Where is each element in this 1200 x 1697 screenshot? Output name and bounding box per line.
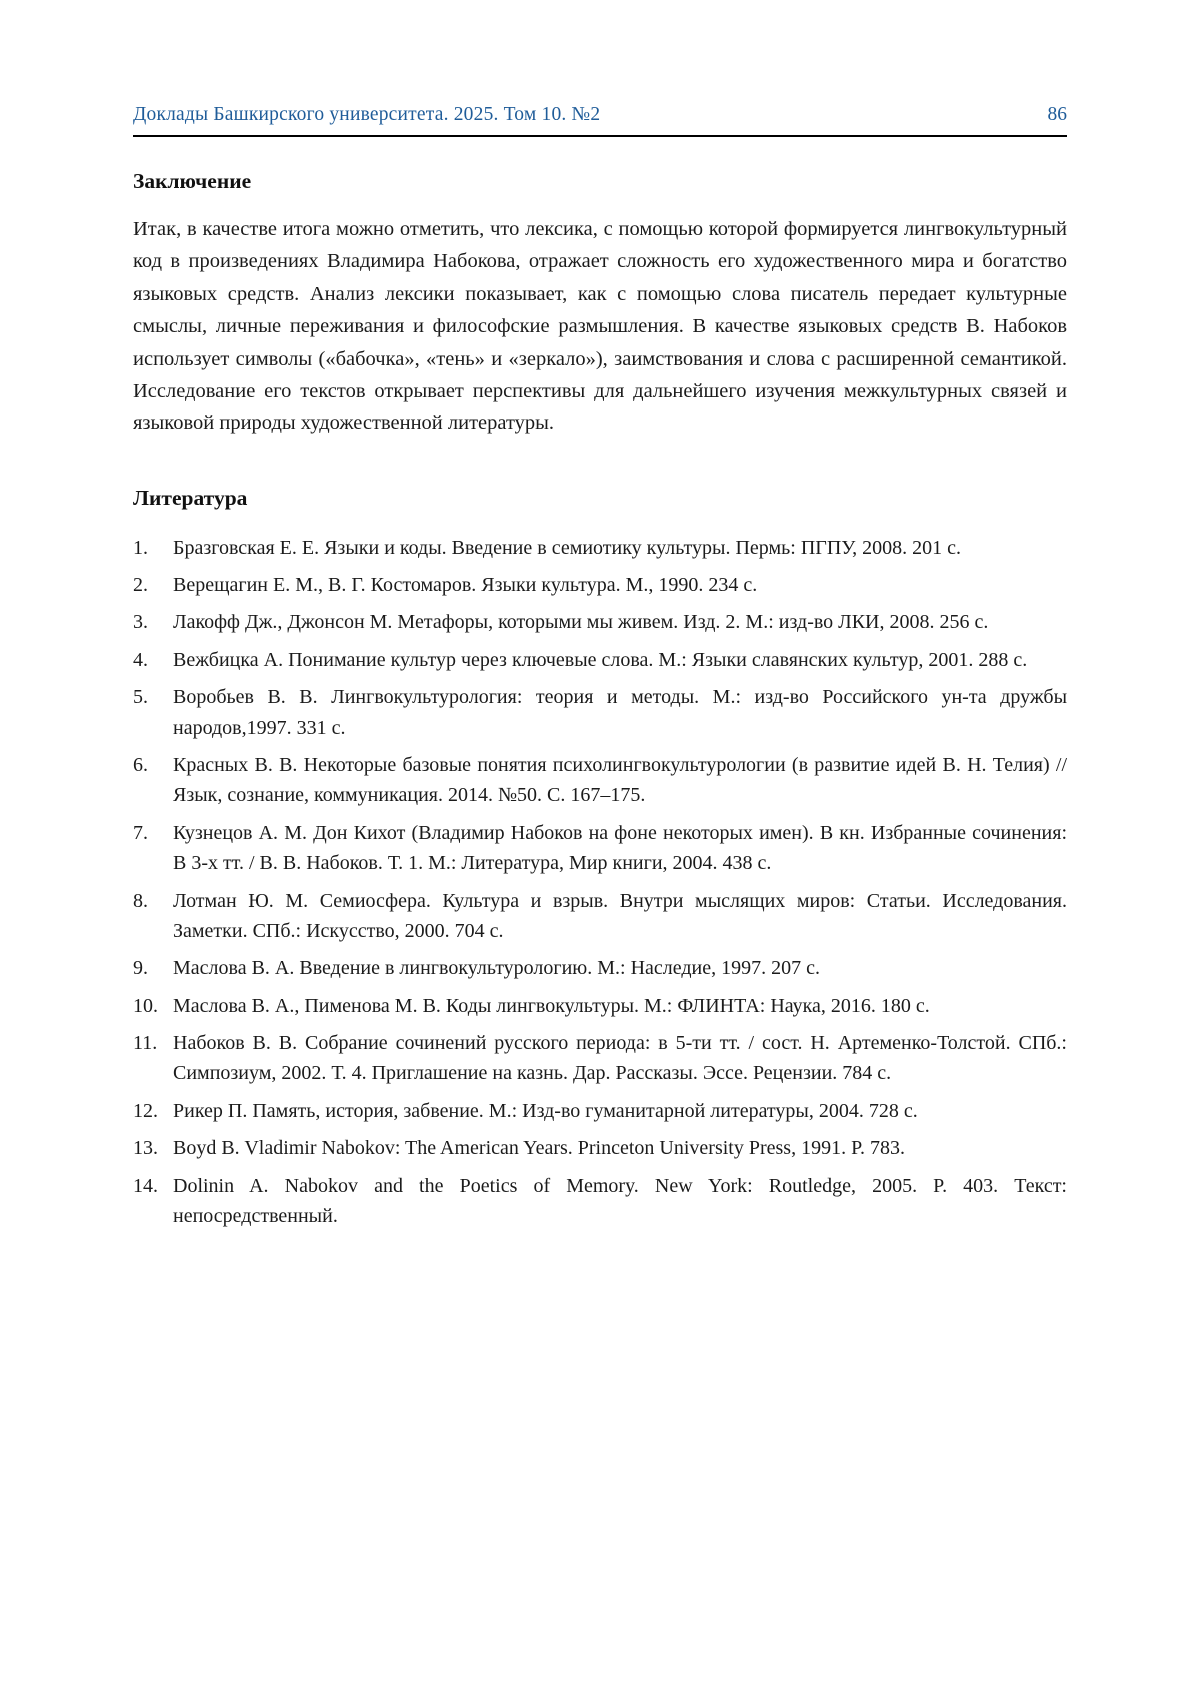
reference-item: [133, 750, 1067, 811]
reference-number: 13.: [133, 1137, 158, 1160]
reference-item: [133, 1171, 1067, 1232]
page-number: 86: [1047, 104, 1067, 125]
reference-list: [133, 533, 1067, 1232]
reference-number: 14.: [133, 1174, 158, 1197]
journal-title: Доклады Башкирского университета. 2025. Том 10. №2: [133, 104, 601, 125]
reference-number: 9.: [133, 957, 148, 980]
reference-item: [133, 645, 1067, 675]
reference-number: 1.: [133, 536, 148, 559]
reference-text: Бразговская Е. Е. Языки и коды. Введение в семиотику культуры. Пермь: ПГПУ, 2008. 201 с.: [173, 536, 962, 559]
reference-text: Dolinin A. Nabokov and the Poetics of Memory. New York: Routledge, 2005. P. 403. Текст: непосредственный.: [173, 1174, 1067, 1228]
reference-text: Лотман Ю. М. Семиосфера. Культура и взрыв. Внутри мыслящих миров: Статьи. Исследования. Заметки. СПб.: Искусство, 2000. 704 с.: [173, 889, 1067, 942]
reference-text: Лакофф Дж., Джонсон М. Метафоры, которыми мы живем. Изд. 2. М.: изд-во ЛКИ, 2008. 256 с.: [173, 611, 989, 634]
conclusion-title: Заключение: [133, 169, 252, 193]
reference-number: 12.: [133, 1099, 158, 1122]
reference-text: Набоков В. В. Собрание сочинений русского периода: в 5-ти тт. / сост. Н. Артеменко-Толстой. СПб.: Симпозиум, 2002. Т. 4. Приглашение на казнь. Дар. Рассказы. Эссе. Рецензии. 784 с.: [173, 1032, 1067, 1085]
reference-text: Boyd B. Vladimir Nabokov: The American Years. Princeton University Press, 1991. P. 783.: [173, 1137, 905, 1160]
reference-item: [133, 1096, 1067, 1126]
reference-text: Воробьев В. В. Лингвокультурология: теория и методы. М.: изд-во Российского ун-та дружбы народов,1997. 331 с.: [173, 686, 1067, 739]
reference-text: Красных В. В. Некоторые базовые понятия психолингвокультурологии (в развитие идей В. Н. Телия) // Язык, сознание, коммуникация. 2014. №50. С. 167–175.: [173, 753, 1067, 807]
reference-text: Маслова В. А. Введение в лингвокультурологию. М.: Наследие, 1997. 207 с.: [173, 957, 821, 980]
reference-text: Рикер П. Память, история, забвение. М.: Изд-во гуманитарной литературы, 2004. 728 с.: [173, 1099, 918, 1122]
reference-number: 7.: [133, 821, 148, 844]
page-header: [133, 104, 1067, 137]
reference-number: 2.: [133, 574, 148, 597]
reference-text: Вежбицка А. Понимание культур через ключевые слова. М.: Языки славянских культур, 2001. 288 с.: [173, 648, 1028, 671]
reference-number: 3.: [133, 611, 148, 634]
reference-item: [133, 682, 1067, 743]
reference-text: Верещагин Е. М., В. Г. Костомаров. Языки культура. М., 1990. 234 с.: [173, 574, 758, 597]
reference-item: [133, 570, 1067, 600]
reference-item: [133, 1028, 1067, 1089]
reference-item: [133, 886, 1067, 947]
reference-number: 4.: [133, 648, 148, 671]
references-title: Литература: [133, 485, 248, 510]
reference-item: [133, 953, 1067, 983]
reference-text: Маслова В. А., Пименова М. В. Коды лингвокультуры. М.: ФЛИНТА: Наука, 2016. 180 с.: [173, 994, 930, 1017]
reference-number: 5.: [133, 686, 148, 709]
reference-number: 10.: [133, 994, 158, 1017]
reference-number: 11.: [133, 1032, 158, 1055]
reference-item: [133, 533, 1067, 563]
reference-item: [133, 991, 1067, 1021]
reference-item: [133, 818, 1067, 879]
conclusion-paragraph: Итак, в качестве итога можно отметить, что лексика, с помощью которой формируется лингвокультурный код в произведениях Владимира Набокова, отражает сложность его художественного мира и богатство языковых средств. Анализ лексики показывает, как с помощью слова писатель передает культурные смыслы, личные переживания и философские размышления. В качестве языковых средств В. Набоков использует символы («бабочка», «тень» и «зеркало»), заимствования и слова с расширенной семантикой. Исследование его текстов открывает перспективы для дальнейшего изучения межкультурных связей и языковой природы художественной литературы.: [133, 218, 1067, 435]
reference-item: [133, 1133, 1067, 1163]
reference-number: 8.: [133, 889, 148, 912]
reference-number: 6.: [133, 753, 148, 776]
reference-item: [133, 607, 1067, 637]
reference-text: Кузнецов А. М. Дон Кихот (Владимир Набоков на фоне некоторых имен). В кн. Избранные сочинения: В 3-х тт. / В. В. Набоков. Т. 1. М.: Литература, Мир книги, 2004. 438 с.: [173, 821, 1067, 875]
